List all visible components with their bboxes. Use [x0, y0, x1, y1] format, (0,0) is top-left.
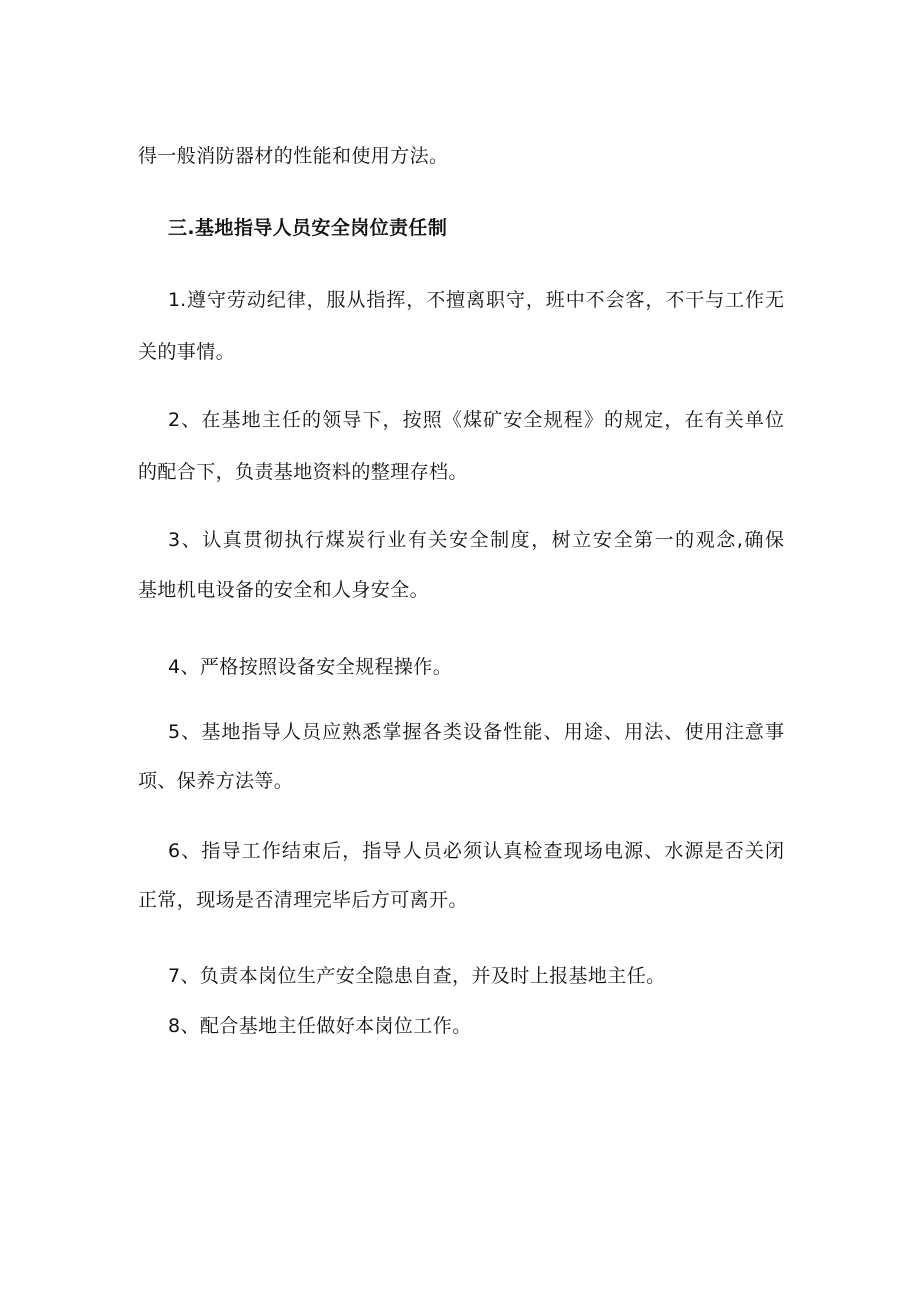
item-3-line-2: 基地机电设备的安全和人身安全。 [138, 579, 430, 601]
item-4-line-1: 4、严格按照设备安全规程操作。 [168, 656, 453, 678]
section-heading: 三.基地指导人员安全岗位责任制 [168, 217, 448, 239]
item-3-line-1: 3、认真贯彻执行煤炭行业有关安全制度，树立安全第一的观念,确保 [168, 529, 784, 551]
item-7-line-1: 7、负责本岗位生产安全隐患自查，并及时上报基地主任。 [168, 965, 666, 987]
item-5-line-2: 项、保养方法等。 [138, 770, 294, 792]
item-1-line-2: 关的事情。 [138, 341, 236, 363]
continuation-text: 得一般消防器材的性能和使用方法。 [138, 145, 449, 167]
item-2-line-2: 的配合下，负责基地资料的整理存档。 [138, 461, 468, 483]
item-8-line-1: 8、配合基地主任做好本岗位工作。 [168, 1015, 472, 1037]
item-1-line-1: 1.遵守劳动纪律，服从指挥，不擅离职守，班中不会客，不干与工作无 [168, 289, 784, 311]
item-6-line-2: 正常，现场是否清理完毕后方可离开。 [138, 889, 468, 911]
item-2-line-1: 2、在基地主任的领导下，按照《煤矿安全规程》的规定，在有关单位 [168, 409, 784, 431]
item-6-line-1: 6、指导工作结束后，指导人员必须认真检查现场电源、水源是否关闭 [168, 840, 784, 862]
item-5-line-1: 5、基地指导人员应熟悉掌握各类设备性能、用途、用法、使用注意事 [168, 721, 784, 743]
